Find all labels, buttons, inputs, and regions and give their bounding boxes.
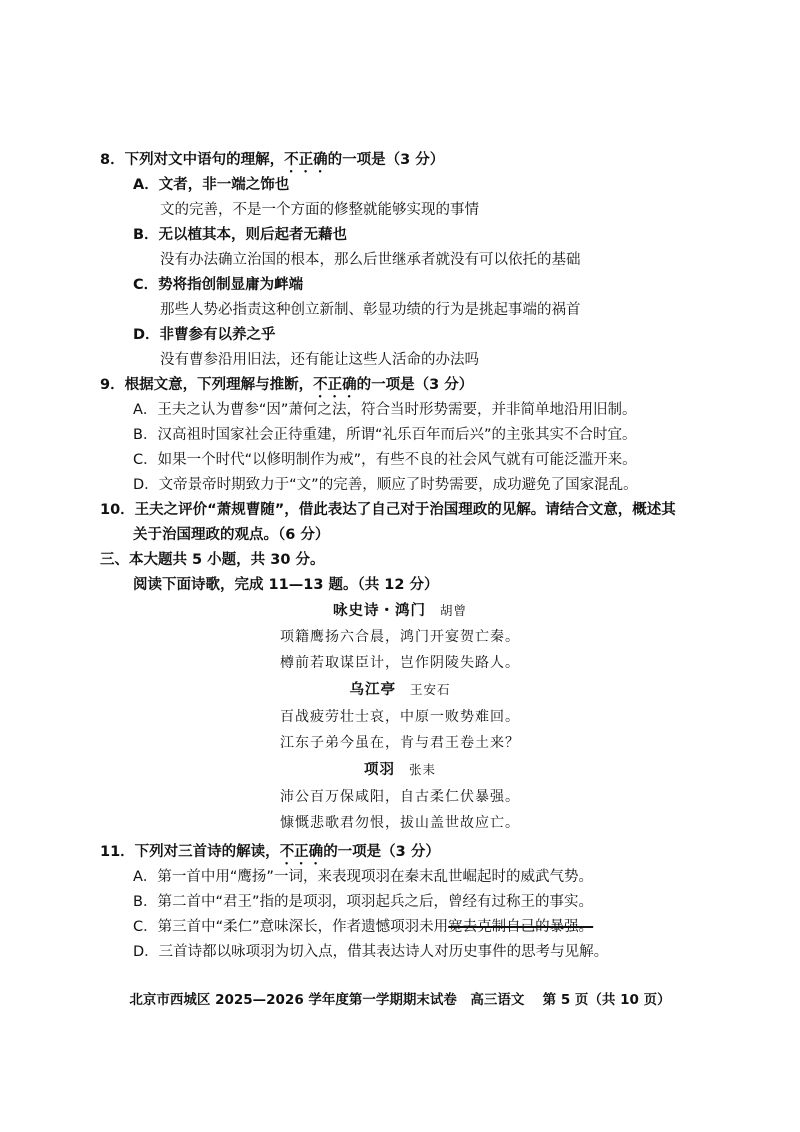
q8-stem: 8．下列对文中语句的理解，不正确的一项是（3 分） <box>100 152 445 168</box>
poem-1-line-2: 樽前若取谋臣计，岂作阴陵失路人。 <box>280 655 520 671</box>
poem-3-author: 张耒 <box>408 762 436 777</box>
poem-3-line-1: 沛公百万保咸阳，自古柔仁伏暴强。 <box>280 789 520 805</box>
q8-option-a-quote: A．文者，非一端之饰也 <box>133 177 290 193</box>
q8-option-b-quote: B．无以植其本，则后起者无藉也 <box>133 227 348 243</box>
poem-2-line-1: 百战疲劳壮士哀，中原一败势难回。 <box>280 709 520 725</box>
q11-option-c-struck-text: 宽去克制自己的暴强。 <box>448 919 594 935</box>
poem-2-author: 王安石 <box>409 682 451 697</box>
q9-option-c: C．如果一个时代“以修明制作为戒”，有些不良的社会风气就有可能泛滥开来。 <box>133 452 637 468</box>
q8-option-b-explain: 没有办法确立治国的根本，那么后世继承者就没有可以依托的基础 <box>160 252 581 268</box>
section-heading: 三、本大题共 5 小题，共 30 分。 <box>100 552 325 568</box>
q11-option-d: D．三首诗都以咏项羽为切入点，借其表达诗人对历史事件的思考与见解。 <box>133 944 609 960</box>
q8-option-d-quote: D．非曹参有以养之乎 <box>133 327 276 343</box>
poem-1-author: 胡曾 <box>439 603 467 618</box>
q11-option-b: B．第二首中“君王”指的是项羽，项羽起兵之后，曾经有过称王的事实。 <box>133 894 593 910</box>
poem-1-line-1: 项籍鹰扬六合晨，鸿门开宴贺亡秦。 <box>280 629 520 645</box>
poem-2-title: 乌江亭 王安石 <box>349 681 451 698</box>
poem-3-line-2: 慷慨悲歌君勿恨，拔山盖世故应亡。 <box>280 815 520 831</box>
q11-option-a: A．第一首中用“鹰扬”一词，来表现项羽在秦末乱世崛起时的威武气势。 <box>133 869 593 885</box>
poem-1-title: 咏史诗・鸿门 胡曾 <box>332 602 467 619</box>
page-footer: 北京市西城区 2025—2026 学年度第一学期期末试卷 高三语文 第 5 页（共 10 页） <box>129 992 671 1008</box>
q9-option-b: B．汉高祖时国家社会正待重建，所谓“礼乐百年而后兴”的主张其实不合时宜。 <box>133 427 637 443</box>
section-instruction: 阅读下面诗歌，完成 11—13 题。（共 12 分） <box>133 577 439 593</box>
q8-option-c-explain: 那些人势必指责这种创立新制、彰显功绩的行为是挑起事端的祸首 <box>160 302 581 318</box>
q8-option-d-explain: 没有曹参沿用旧法，还有能让这些人活命的办法吗 <box>160 352 479 368</box>
q8-option-a-explain: 文的完善，不是一个方面的修整就能够实现的事情 <box>160 202 479 218</box>
q9-option-d: D．文帝景帝时期致力于“文”的完善，顺应了时势需要，成功避免了国家混乱。 <box>133 477 638 493</box>
q11-option-c: C．第三首中“柔仁”意味深长，作者遗憾项羽未用宽去克制自己的暴强。 <box>133 919 594 935</box>
q10-line-2: 关于治国理政的观点。（6 分） <box>133 527 330 543</box>
q9-option-a: A．王夫之认为曹参“因”萧何之法，符合当时形势需要，并非简单地沿用旧制。 <box>133 402 637 418</box>
q9-stem: 9．根据文意，下列理解与推断，不正确的一项是（3 分） <box>100 377 474 393</box>
poem-2-line-2: 江东子弟今虽在，肯与君王卷土来？ <box>280 735 520 751</box>
q8-option-c-quote: C．势将指创制显庸为衅端 <box>133 277 304 293</box>
q10-line-1: 10．王夫之评价“萧规曹随”，借此表达了自己对于治国理政的见解。请结合文意，概述其 <box>100 502 676 518</box>
q11-stem: 11．下列对三首诗的解读，不正确的一项是（3 分） <box>100 844 440 860</box>
poem-3-title: 项羽 张耒 <box>363 761 436 778</box>
